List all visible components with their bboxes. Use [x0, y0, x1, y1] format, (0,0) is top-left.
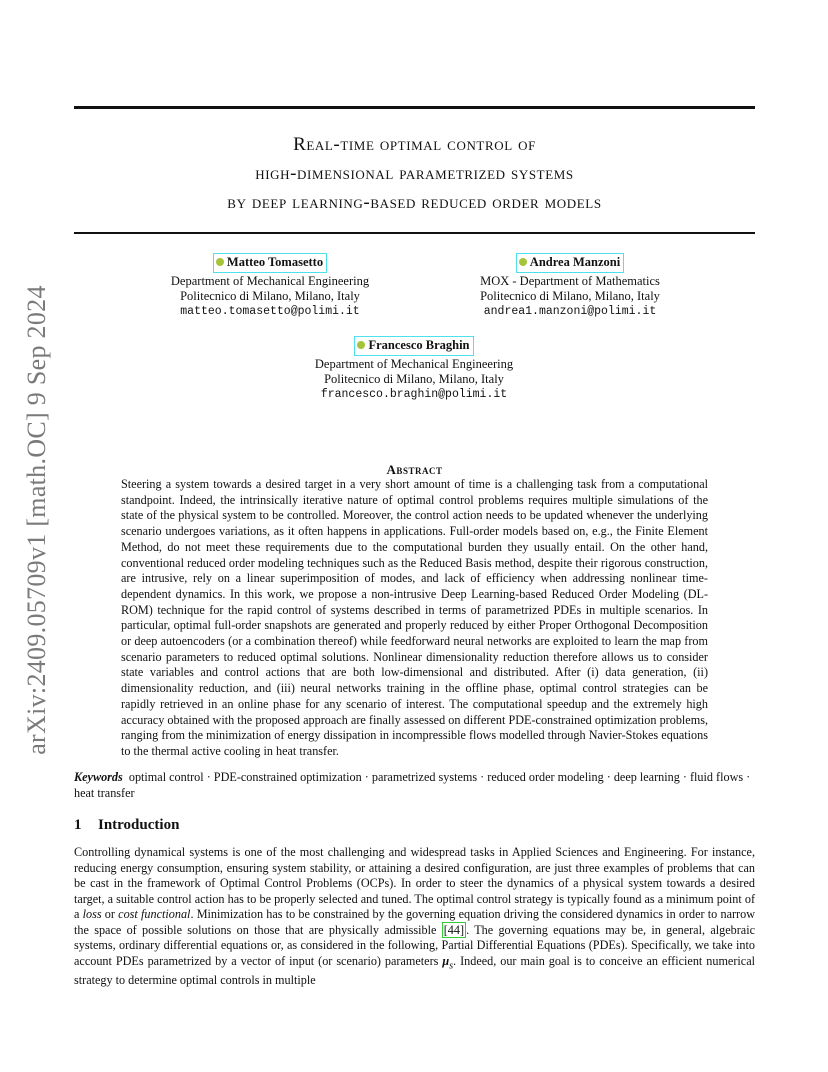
section-number: 1 — [74, 817, 82, 833]
title-rule-top — [74, 106, 755, 109]
author-email[interactable]: francesco.braghin@polimi.it — [320, 388, 508, 401]
abstract-text: Steering a system towards a desired target in a very short amount of time is a challenging task from a computational standpoint. Indeed, the intrinsically iterative nature of optimal control problems requires multiple simulations of the state of the physical system to be controlled. Moreover, the control action needs to be updated whenever the underlying scenario undergoes variations, as it often happens in applications. Full-order models based on, e.g., the Finite Element Method, do not meet these requirements due to the computational burden they usually entail. On the other hand, conventional reduced order modeling techniques such as the Reduced Basis method, despite their rigorous construction, are intrusive, rely on a linear superimposition of modes, and lack of efficiency when addressing nonlinear time-dependent dynamics. In this work, we propose a non-intrusive Deep Learning-based Reduced Order Modeling (DL-ROM) technique for the rapid control of systems described in terms of parametrized PDEs in multiple scenarios. In particular, optimal full-order snapshots are generated and properly reduced by either Proper Orthogonal Decomposition or deep autoencoders (or a combination thereof) while feedforward neural networks are exploited to learn the map from scenario parameters to reduced optimal solutions. Nonlinear dimensionality reduction therefore allows us to consider state variables and control actions that are both low-dimensional and distributed. After (i) data generation, (ii) dimensionality reduction, and (iii) neural networks training in the offline phase, optimal control strategies can be rapidly retrieved in an online phase for any scenario of interest. The computational speedup and the extremely high accuracy obtained with the proposed approach are finally assessed on different PDE-constrained optimization problems, ranging from the minimization of energy dissipation in incompressible flows modelled through Navier-Stokes equations to the thermal active cooling in heat transfer. — [121, 477, 708, 758]
author-block-1 — [150, 253, 390, 319]
author-block-2 — [450, 253, 690, 319]
author-department: Department of Mechanical Engineering — [314, 357, 514, 371]
keywords-label: Keywords — [74, 770, 123, 784]
author-name-link[interactable]: Matteo Tomasetto — [213, 253, 327, 273]
title-rule-bottom — [74, 232, 755, 234]
math-mu: μ — [442, 953, 450, 968]
orcid-icon[interactable] — [519, 258, 527, 266]
author-email[interactable]: andrea1.manzoni@polimi.it — [483, 305, 657, 318]
keywords — [74, 770, 755, 801]
paper-title — [74, 130, 755, 217]
author-department: MOX - Department of Mathematics — [480, 274, 660, 288]
author-department: Department of Mechanical Engineering — [170, 274, 370, 288]
author-email[interactable]: matteo.tomasetto@polimi.it — [180, 305, 360, 318]
orcid-icon[interactable] — [357, 341, 365, 349]
arxiv-sidebar — [22, 272, 52, 768]
keywords-list: optimal control · PDE-constrained optimization · parametrized systems · reduced order modeling · deep learning · fluid flows · heat transfer — [74, 770, 751, 800]
section-title: Introduction — [98, 817, 180, 833]
title-line-1: Real-time optimal control of — [293, 134, 536, 155]
author-affiliation: Politecnico di Milano, Milano, Italy — [180, 289, 360, 303]
title-line-2: high-dimensional parametrized systems — [255, 163, 574, 184]
arxiv-identifier: arXiv:2409.05709v1 [math.OC] 9 Sep 2024 — [22, 285, 51, 755]
author-name-link[interactable]: Francesco Braghin — [354, 336, 473, 356]
author-block-3 — [294, 336, 534, 402]
author-name-link[interactable]: Andrea Manzoni — [516, 253, 624, 273]
intro-paragraph: Controlling dynamical systems is one of the most challenging and widespread tasks in Applied Sciences and Engineering. For instance, reducing energy consumption, ensuring system stability, or attaining a desired configuration, are just three examples of problems that can be cast in the framework of Optimal Control Problems (OCPs). In order to steer the dynamics of a physical system towards a desired target, a suitable control action has to be properly selected and tuned. The optimal control strategy is typically found as a minimum point of a loss or cost functional. Minimization has to be constrained by the governing equation driving the considered dynamics in order to narrow the space of possible solutions on those that are physically admissible [44] . The governing equations may be, in general, algebraic systems, ordinary differential equations or, as considered in the following, Partial Differential Equations (PDEs). Specifically, we take into account PDEs parametrized by a vector of input (or scenario) parameters $\mu_s$. Indeed, our main goal is to conceive an efficient numerical strategy to determine optimal controls in multiple — [74, 845, 755, 988]
author-affiliation: Politecnico di Milano, Milano, Italy — [480, 289, 660, 303]
author-affiliation: Politecnico di Milano, Milano, Italy — [324, 372, 504, 386]
section-heading — [74, 817, 179, 834]
orcid-icon[interactable] — [216, 258, 224, 266]
citation-link[interactable]: [44] — [443, 922, 465, 937]
title-line-3: by deep learning-based reduced order models — [227, 192, 602, 213]
abstract-heading: Abstract — [386, 462, 443, 477]
